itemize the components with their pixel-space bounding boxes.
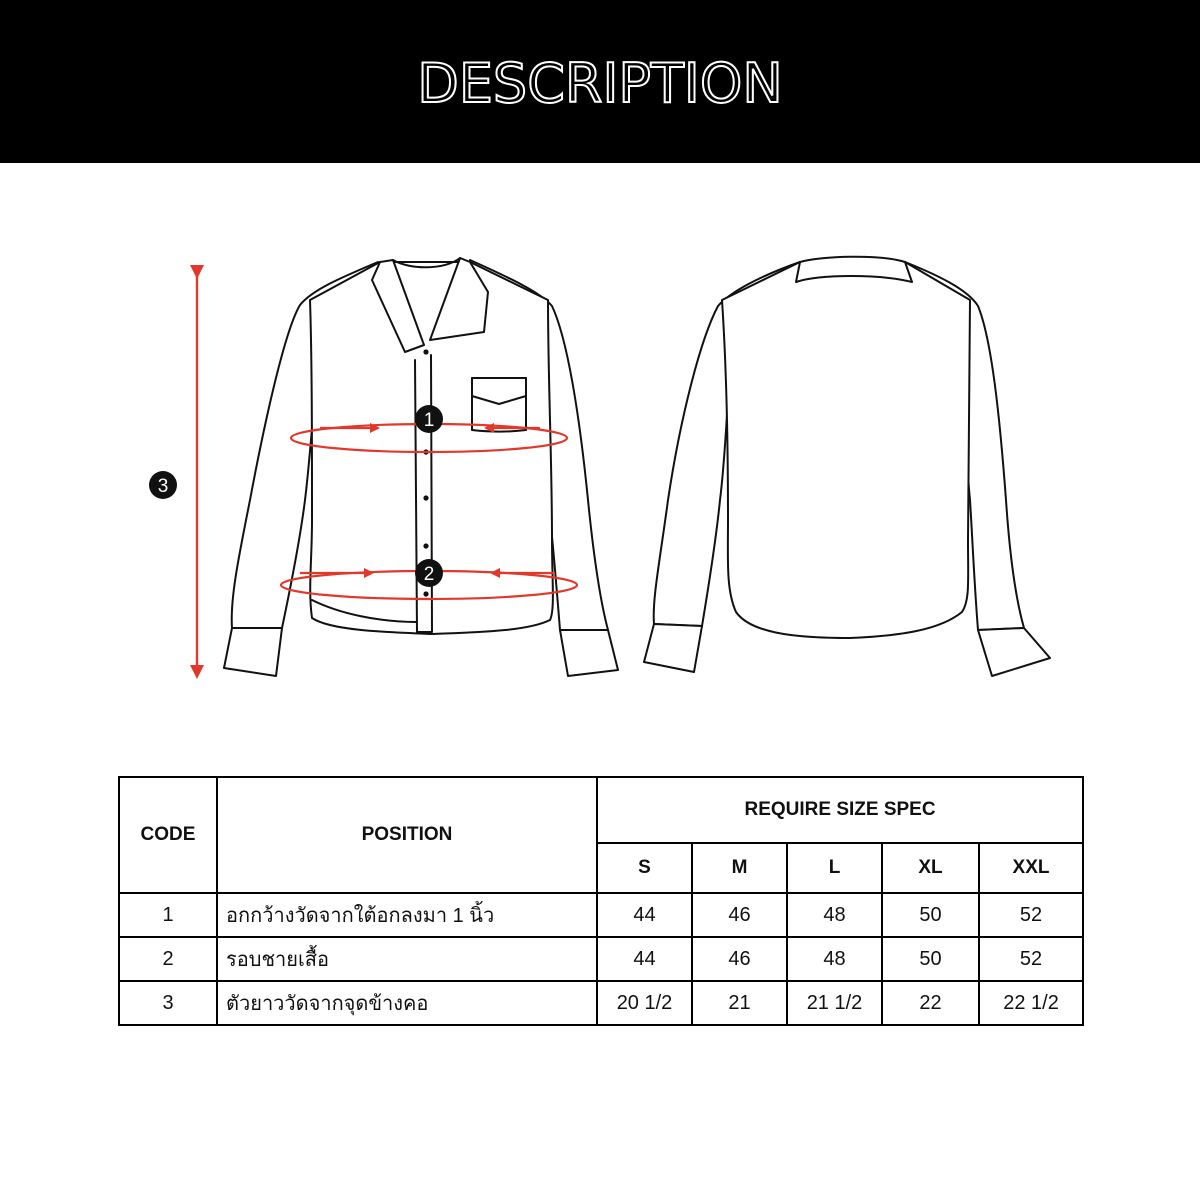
row-value: 48 — [787, 937, 882, 981]
table-row — [119, 981, 1083, 1025]
size-header-s: S — [597, 843, 692, 893]
row-value: 44 — [597, 937, 692, 981]
right-cuff — [560, 630, 618, 676]
row-value: 52 — [979, 893, 1083, 937]
back-right-cuff — [978, 628, 1050, 676]
row-code: 1 — [119, 893, 217, 937]
shirt-front — [224, 258, 618, 676]
position-header: POSITION — [217, 777, 597, 893]
row-code: 2 — [119, 937, 217, 981]
row-value: 46 — [692, 937, 787, 981]
row-position: รอบชายเสื้อ — [217, 937, 597, 981]
header-banner — [0, 0, 1200, 163]
marker-3-label: 3 — [157, 476, 169, 497]
code-header: CODE — [119, 777, 217, 893]
marker-1-label: 1 — [423, 410, 435, 431]
marker-3 — [149, 471, 177, 499]
shirt-back — [644, 257, 1050, 676]
row-position: ตัวยาววัดจากจุดข้างคอ — [217, 981, 597, 1025]
table-row — [119, 937, 1083, 981]
left-cuff — [224, 628, 282, 676]
row-value: 22 — [882, 981, 979, 1025]
row-value: 50 — [882, 937, 979, 981]
row-value: 44 — [597, 893, 692, 937]
row-value: 21 1/2 — [787, 981, 882, 1025]
page-title: DESCRIPTION — [417, 52, 783, 115]
row-position: อกกว้างวัดจากใต้อกลงมา 1 นิ้ว — [217, 893, 597, 937]
size-header-l: L — [787, 843, 882, 893]
row-code: 3 — [119, 981, 217, 1025]
row-value: 48 — [787, 893, 882, 937]
size-header-xl: XL — [882, 843, 979, 893]
marker-2 — [415, 559, 443, 587]
row-value: 20 1/2 — [597, 981, 692, 1025]
shirt-illustration — [0, 163, 1200, 743]
spec-header: REQUIRE SIZE SPEC — [597, 777, 1083, 843]
row-value: 50 — [882, 893, 979, 937]
row-value: 52 — [979, 937, 1083, 981]
size-header-xxl: XXL — [979, 843, 1083, 893]
size-header-m: M — [692, 843, 787, 893]
back-left-cuff — [644, 624, 702, 672]
row-value: 22 1/2 — [979, 981, 1083, 1025]
table-row — [119, 893, 1083, 937]
size-spec-table — [118, 776, 1084, 1026]
back-body — [722, 262, 970, 638]
marker-1 — [415, 405, 443, 433]
row-value: 46 — [692, 893, 787, 937]
marker-2-label: 2 — [423, 564, 435, 585]
row-value: 21 — [692, 981, 787, 1025]
